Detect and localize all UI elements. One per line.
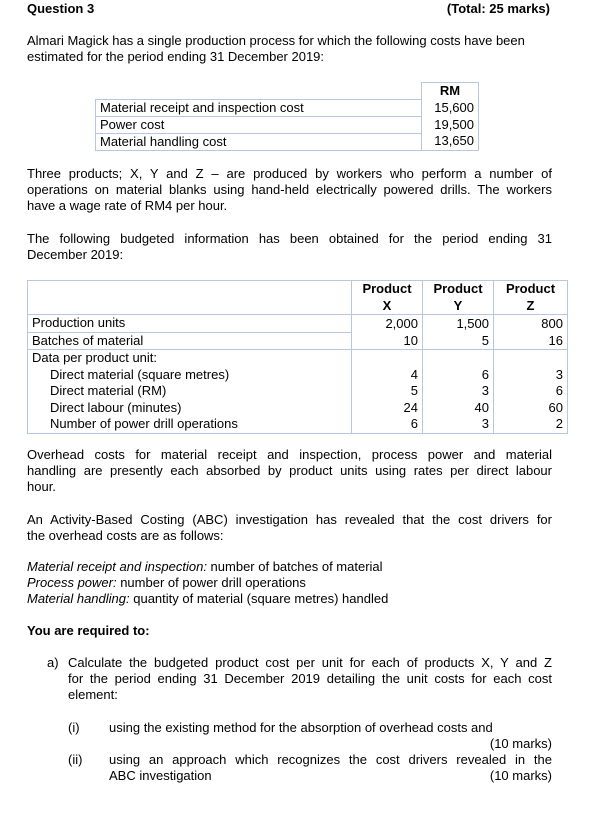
paragraph-line: element: [68, 687, 118, 702]
driver-term: Material handling: [27, 591, 130, 606]
budget-paragraph [27, 231, 552, 263]
products-paragraph [27, 166, 552, 214]
cell-y: 1,500 [423, 315, 494, 333]
cell-y: 3 [423, 416, 494, 433]
driver-item [27, 591, 388, 607]
sub-ii-label: (ii) [68, 752, 83, 767]
cell-z: 6 [494, 383, 568, 400]
paragraph-line: Overhead costs for material receipt and inspection, process power and material [27, 447, 552, 462]
intro-line: Almari Magick has a single production process for which the following costs have been [27, 33, 525, 48]
table-row [28, 400, 568, 417]
marks-label: (10 marks) [489, 736, 552, 751]
product-z-header [494, 281, 568, 298]
row-label: Direct material (RM) [28, 383, 352, 400]
paragraph-line: The following budgeted information has been obtained for the period ending 31 [27, 231, 552, 246]
header-line: Product [505, 281, 556, 297]
paragraph-line: hour. [27, 479, 56, 494]
cell-y: 3 [423, 383, 494, 400]
paragraph-line [109, 768, 552, 784]
table-row [28, 383, 568, 400]
part-a-text [68, 655, 552, 703]
cell-z: 3 [494, 367, 568, 384]
paragraph-line: handling are presently each absorbed by product units using rates per direct labour [27, 463, 552, 478]
table-row [28, 315, 568, 333]
paragraph-line: operations on material blanks using hand-held electrically powered drills. The workers [27, 182, 552, 197]
row-label: Direct labour (minutes) [28, 400, 352, 417]
abc-paragraph [27, 512, 552, 544]
driver-term: Material receipt and inspection: [27, 559, 207, 574]
cost-drivers-list [27, 559, 388, 607]
cost-table [95, 82, 479, 151]
table-row [28, 332, 568, 350]
cell-x: 2,000 [352, 315, 423, 333]
paragraph-line: Calculate the budgeted product cost per unit for each of products X, Y and Z [68, 655, 552, 670]
production-table [27, 280, 568, 434]
row-label: Number of power drill operations [28, 416, 352, 433]
cell-z: 16 [494, 332, 568, 350]
paragraph-line: the overhead costs are as follows: [27, 528, 224, 543]
sub-i-text [109, 720, 552, 752]
row-label: Data per product unit: [28, 350, 352, 367]
table-row [96, 133, 479, 150]
cell-x: 4 [352, 367, 423, 384]
table-row [28, 350, 568, 367]
table-row [96, 116, 479, 133]
cell-y: 40 [423, 400, 494, 417]
cell-z: 800 [494, 315, 568, 333]
row-label: Production units [28, 315, 352, 333]
product-z-code: Z [494, 298, 568, 315]
cell-x: 6 [352, 416, 423, 433]
sub-i-label: (i) [68, 720, 80, 735]
driver-item [27, 575, 388, 591]
cost-value: 15,600 [422, 99, 479, 116]
driver-text: number of batches of material [206, 559, 383, 574]
product-x-code: X [352, 298, 423, 315]
table-row [28, 416, 568, 433]
cell-z: 2 [494, 416, 568, 433]
marks-label: (10 marks) [489, 768, 552, 783]
cost-label: Power cost [96, 116, 422, 133]
paragraph-line: An Activity-Based Costing (ABC) investigation has revealed that the cost drivers for [27, 512, 552, 527]
required-heading: You are required to: [27, 623, 150, 638]
driver-text: quantity of material (square metres) handled [129, 591, 389, 606]
product-x-header [352, 281, 423, 298]
table-row [96, 99, 479, 116]
table-header-row [28, 298, 568, 315]
paragraph-line: using the existing method for the absorption of overhead costs and [109, 720, 493, 735]
driver-item [27, 559, 388, 575]
cell-x: 10 [352, 332, 423, 350]
paragraph-line: Three products; X, Y and Z – are produced by workers who perform a number of [27, 166, 552, 181]
overhead-paragraph [27, 447, 552, 495]
cell-x: 5 [352, 383, 423, 400]
cell-y: 5 [423, 332, 494, 350]
part-a-label: a) [47, 655, 59, 670]
paragraph-line: for the period ending 31 December 2019 detailing the unit costs for each cost [68, 671, 552, 686]
cell-z: 60 [494, 400, 568, 417]
paragraph-line: using an approach which recognizes the cost drivers revealed in the [109, 752, 552, 767]
cost-label: Material receipt and inspection cost [96, 99, 422, 116]
table-row [28, 367, 568, 384]
header-line: Product [433, 281, 483, 297]
question-title: Question 3 [27, 1, 95, 16]
paragraph-line: December 2019: [27, 247, 124, 262]
sub-ii-line2: ABC investigation [109, 768, 212, 783]
driver-term: Process power: [27, 575, 117, 590]
cost-label: Material handling cost [96, 133, 422, 150]
total-marks: (Total: 25 marks) [446, 1, 550, 16]
sub-ii-text [109, 752, 552, 784]
cell-y: 6 [423, 367, 494, 384]
product-y-header [423, 281, 494, 298]
intro-line: estimated for the period ending 31 December 2019: [27, 49, 325, 64]
row-label: Batches of material [28, 332, 352, 350]
paragraph-line: have a wage rate of RM4 per hour. [27, 198, 228, 213]
currency-header: RM [422, 83, 479, 100]
table-header-row [28, 281, 568, 298]
table-row [96, 83, 479, 100]
driver-text: number of power drill operations [116, 575, 306, 590]
row-label: Direct material (square metres) [28, 367, 352, 384]
cost-value: 13,650 [422, 133, 479, 150]
cost-value: 19,500 [422, 116, 479, 133]
header-line: Product [362, 281, 412, 297]
intro-paragraph [27, 33, 552, 65]
cell-x: 24 [352, 400, 423, 417]
product-y-code: Y [423, 298, 494, 315]
